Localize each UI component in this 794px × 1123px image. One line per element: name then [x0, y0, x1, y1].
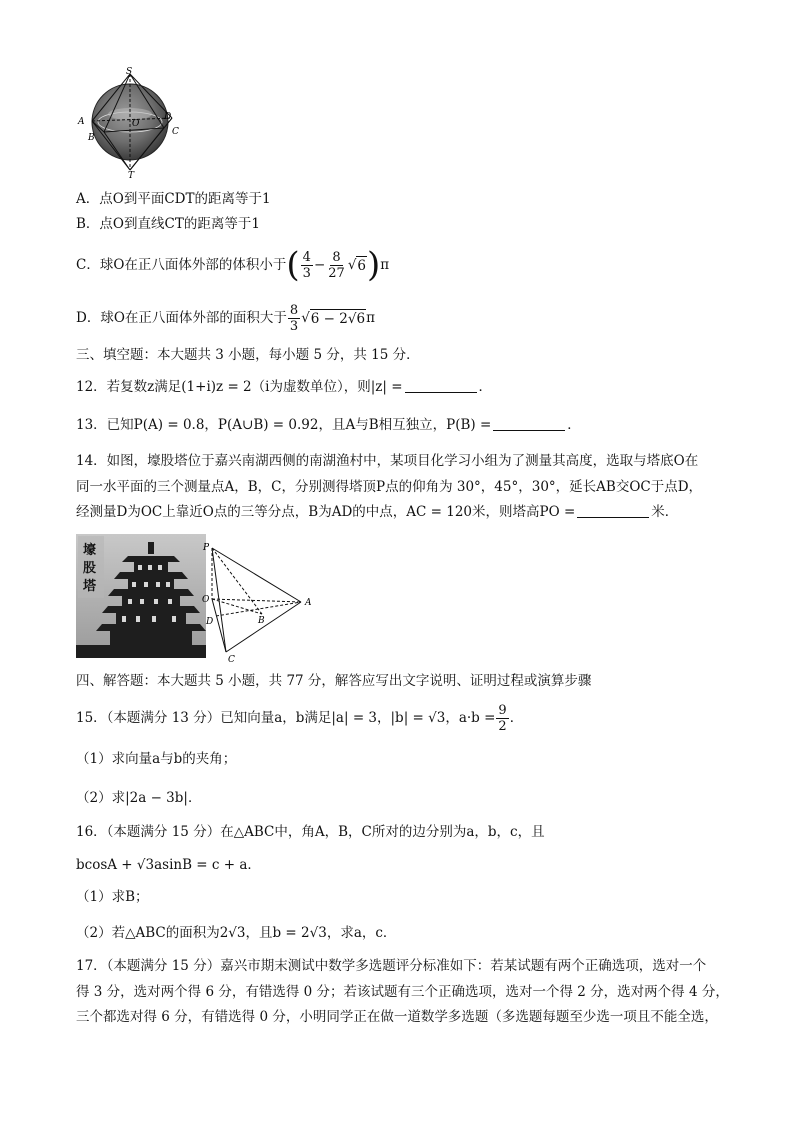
fig2-label-o: O	[202, 595, 210, 605]
q12-text: 12．若复数z满足(1+i)z = 2（i为虚数单位），则|z| =	[76, 379, 403, 395]
frac-den: 2	[498, 718, 507, 734]
option-d	[76, 300, 734, 336]
q14-end: 米．	[651, 504, 679, 520]
paren-open: (	[286, 245, 300, 285]
fig2-label-c: C	[228, 655, 235, 664]
fig2-label-b: B	[258, 616, 265, 626]
option-c-text: C．球O在正八面体外部的体积小于	[76, 257, 287, 273]
answer-blank[interactable]	[577, 503, 649, 518]
section-4-heading: 四、解答题：本大题共 5 小题，共 77 分，解答应写出文字说明、证明过程或演算步骤	[76, 673, 592, 689]
photo-caption-1: 壕	[83, 543, 97, 558]
q15-end: ．	[509, 710, 524, 726]
photo-caption-3: 塔	[83, 579, 97, 594]
fig1-label-t: T	[128, 171, 135, 178]
q15-text: 15．（本题满分 13 分）已知向量a，b满足|a| = 3，|b| = √3，a·b =	[76, 710, 496, 726]
question-15	[76, 700, 734, 736]
sqrt-sign: √	[347, 257, 357, 273]
option-c-frac1	[301, 250, 313, 281]
fig2-label-p: P	[203, 543, 210, 553]
minus-sign: −	[313, 257, 326, 273]
q12-end: ．	[478, 379, 493, 395]
option-d-text: D．球O在正八面体外部的面积大于	[76, 310, 287, 326]
radicand: 6	[357, 257, 367, 274]
sqrt-sign: √	[301, 310, 310, 326]
frac-den: 27	[328, 265, 345, 281]
fig1-label-b: B	[88, 133, 95, 143]
q17-line-3: 三个都选对得 6 分，有错选得 0 分，小明同学正在做一道数学多选题（多选题每题至少选一项且不能全选，	[76, 1009, 718, 1025]
pi-symbol: π	[366, 310, 375, 326]
frac-den: 3	[302, 265, 311, 281]
frac-num: 9	[498, 702, 507, 718]
q17-line-1: 17．（本题满分 15 分）嘉兴市期末测试中数学多选题评分标准如下：若某试题有两个正确选项，选对一个	[76, 958, 707, 974]
fig1-label-s: S	[126, 67, 133, 77]
pagoda-figure	[76, 534, 326, 664]
q16-part-2: （2）若△ABC的面积为2√3，且b = 2√3，求a，c．	[76, 925, 397, 941]
q13-end: ．	[567, 417, 581, 433]
fig1-label-c: C	[172, 127, 179, 137]
answer-blank[interactable]	[493, 416, 565, 431]
octahedron-sphere-figure	[76, 66, 196, 178]
pyramid-diagram	[212, 548, 301, 652]
photo-caption-2: 股	[83, 561, 97, 576]
q13-text: 13．已知P(A) = 0.8，P(A∪B) = 0.92，且A与B相互独立，P(B) =	[76, 417, 492, 433]
q14-line-2: 同一水平面的三个测量点A，B，C，分别测得塔顶P点的仰角为 30°，45°，30°，延长AB交OC于点D，	[76, 479, 703, 495]
question-13	[76, 416, 734, 434]
pagoda-photo	[76, 534, 206, 658]
q16-line-2: bcosA + √3asinB = c + a．	[76, 857, 261, 873]
q14-text: 经测量D为OC上靠近O点的三等分点，B为AD的中点，AC = 120米，则塔高PO =	[76, 504, 576, 520]
fig1-label-a: A	[78, 117, 85, 127]
q15-part-1: （1）求向量a与b的夹角；	[76, 751, 237, 767]
radicand: 6 − 2√6	[310, 310, 366, 327]
q14-line-3	[76, 503, 734, 521]
fig1-label-d: D	[164, 112, 172, 122]
paren-close: )	[367, 245, 381, 285]
fig1-label-o: O	[132, 119, 140, 129]
frac-num: 8	[289, 302, 299, 318]
question-12	[76, 378, 734, 396]
section-3-heading: 三、填空题：本大题共 3 小题，每小题 5 分，共 15 分．	[76, 347, 420, 363]
q15-part-2: （2）求|2a − 3b|．	[76, 790, 202, 806]
frac-num: 8	[332, 249, 341, 265]
q15-frac	[496, 703, 508, 734]
q14-line-1: 14．如图，壕股塔位于嘉兴南湖西侧的南湖渔村中，某项目化学习小组为了测量其高度，选取与塔底O在	[76, 453, 699, 469]
q17-line-2: 得 3 分，选对两个得 6 分，有错选得 0 分；若该试题有三个正确选项，选对一个得 2 分，选对两个得 4 分，	[76, 984, 729, 1000]
option-d-frac	[288, 303, 300, 334]
frac-num: 4	[302, 249, 311, 265]
option-a: A．点O到平面CDT的距离等于1	[76, 191, 271, 207]
fig2-label-a: A	[305, 598, 312, 608]
frac-den: 3	[289, 318, 299, 334]
option-c	[76, 246, 734, 284]
fig2-label-d: D	[206, 617, 214, 627]
option-b: B．点O到直线CT的距离等于1	[76, 216, 260, 232]
pi-symbol: π	[380, 257, 390, 273]
q16-line-1: 16．（本题满分 15 分）在△ABC中，角A，B，C所对的边分别为a，b，c，且	[76, 824, 545, 840]
option-c-frac2	[326, 250, 347, 281]
q16-part-1: （1）求B；	[76, 889, 149, 905]
answer-blank[interactable]	[405, 378, 477, 393]
